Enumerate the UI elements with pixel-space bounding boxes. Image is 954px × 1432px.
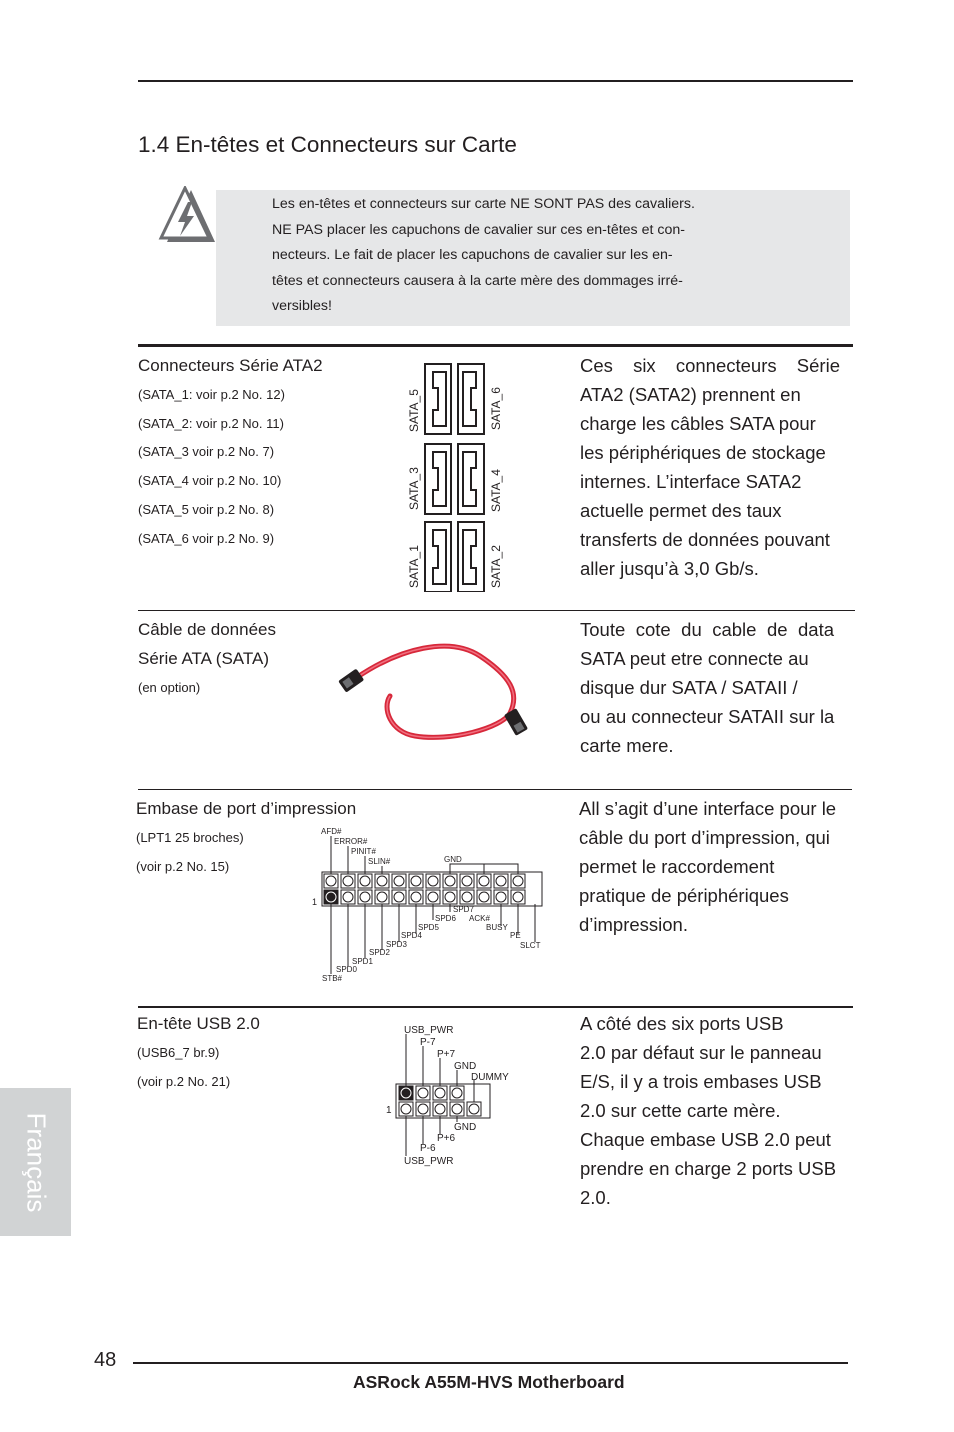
description-line: carte mere. <box>580 735 674 756</box>
language-tab-label-wrap <box>0 1088 71 1236</box>
pin-label: PINIT# <box>351 847 376 856</box>
usb-description <box>580 1009 836 1212</box>
sata-label: Connecteurs Série ATA2 <box>138 356 323 375</box>
description-line: les périphériques de stockage <box>580 442 826 463</box>
sata-connector-label: SATA_6 <box>489 387 503 430</box>
pin-label: ACK# <box>469 914 490 923</box>
pin-label: GND <box>454 1061 477 1072</box>
pin-label: SLIN# <box>368 857 391 866</box>
cable-description <box>580 615 834 760</box>
usb-label: En-tête USB 2.0 <box>137 1014 260 1033</box>
description-line: Toute cote du cable de data <box>580 619 834 640</box>
pin1-label: 1 <box>386 1105 392 1116</box>
description-line: ATA2 (SATA2) prennent en <box>580 384 801 405</box>
sata-connectors-diagram <box>400 360 510 592</box>
pin-label: SPD6 <box>435 914 456 923</box>
description-line: 2.0. <box>580 1187 611 1208</box>
section-title: 1.4 En-têtes et Connecteurs sur Carte <box>138 132 517 157</box>
warning-line: Les en-têtes et connecteurs sur carte NE SONT PAS des cavaliers. <box>272 196 695 212</box>
printer-header-diagram <box>310 824 550 984</box>
usb-ref: (USB6_7 br.9) <box>137 1045 220 1060</box>
description-line: d’impression. <box>579 914 688 935</box>
pin-label: DUMMY <box>471 1072 509 1083</box>
pin-label: SPD4 <box>401 931 422 940</box>
pin-label: SLCT <box>520 941 541 950</box>
description-line: E/S, il y a trois embases USB <box>580 1071 822 1092</box>
description-line: prendre en charge 2 ports USB <box>580 1158 837 1179</box>
description-line: disque dur SATA / SATAII / <box>580 677 798 698</box>
section-rule <box>138 1006 853 1008</box>
language-tab-label: Français <box>21 1112 52 1212</box>
page-number: 48 <box>94 1349 117 1371</box>
pin-label: USB_PWR <box>404 1025 454 1036</box>
warning-text <box>272 192 782 320</box>
description-line: A côté des six ports USB <box>580 1013 784 1034</box>
sata-ref: (SATA_5 voir p.2 No. 8) <box>138 502 275 517</box>
sata-description <box>580 351 840 583</box>
printer-ref: (voir p.2 No. 15) <box>136 859 230 874</box>
usb-ref: (voir p.2 No. 21) <box>137 1074 231 1089</box>
pin-label: SPD7 <box>453 905 474 914</box>
description-line: permet le raccordement <box>579 856 775 877</box>
pin-label: P+6 <box>437 1133 456 1144</box>
description-line: charge les câbles SATA pour <box>580 413 816 434</box>
sata-ref: (SATA_4 voir p.2 No. 10) <box>138 473 282 488</box>
usb-header-diagram <box>380 1022 520 1170</box>
pin-label: SPD0 <box>336 965 357 974</box>
section-rule <box>138 610 855 611</box>
printer-ref: (LPT1 25 broches) <box>136 830 244 845</box>
sata-connector-label: SATA_2 <box>489 545 503 588</box>
warning-line: têtes et connecteurs causera à la carte mère des dommages irré- <box>272 272 683 289</box>
sata-connector-label: SATA_5 <box>407 389 421 432</box>
warning-line: versibles! <box>272 298 332 314</box>
pin-label: BUSY <box>486 923 508 932</box>
description-line: Chaque embase USB 2.0 peut <box>580 1129 831 1150</box>
pin-label: ERROR# <box>334 837 368 846</box>
pin1-label: 1 <box>312 897 318 907</box>
pin-label: SPD5 <box>418 923 439 932</box>
printer-label: Embase de port d’impression <box>136 799 357 818</box>
printer-description <box>579 794 836 939</box>
pin-label: AFD# <box>321 827 342 836</box>
pin-label: P-7 <box>420 1037 436 1048</box>
sata-ref: (SATA_6 voir p.2 No. 9) <box>138 531 275 546</box>
cable-label-line: Câble de données <box>138 620 277 639</box>
sata-ref: (SATA_3 voir p.2 No. 7) <box>138 444 275 459</box>
cable-label-line: Série ATA (SATA) <box>138 649 269 668</box>
description-line: ou au connecteur SATAII sur la <box>580 706 835 727</box>
section-rule <box>138 789 852 790</box>
sata-ref: (SATA_2: voir p.2 No. 11) <box>138 416 284 431</box>
description-line: internes. L’interface SATA2 <box>580 471 802 492</box>
warning-line: NE PAS placer les capuchons de cavalier sur ces en-têtes et con- <box>272 221 685 238</box>
sata-cable-image <box>330 638 545 748</box>
cable-note: (en option) <box>138 680 201 695</box>
sata-connector-label: SATA_1 <box>407 545 421 588</box>
description-line: transferts de données pouvant <box>580 529 830 550</box>
warning-line: necteurs. Le fait de placer les capuchons de cavalier sur les en- <box>272 247 673 263</box>
top-rule <box>138 80 853 82</box>
sata-connector-label: SATA_3 <box>407 467 421 510</box>
warning-icon <box>155 186 219 248</box>
pin-label: SPD1 <box>352 957 373 966</box>
pin-label: STB# <box>322 974 343 983</box>
sata-connector-label: SATA_4 <box>489 469 503 512</box>
pin-label: P-6 <box>420 1143 436 1154</box>
pin-label: PE <box>510 931 521 940</box>
description-line: aller jusqu’à 3,0 Gb/s. <box>580 558 759 579</box>
section-rule <box>138 344 853 347</box>
pin-label: SPD2 <box>369 948 390 957</box>
description-line: câble du port d’impression, qui <box>579 827 830 848</box>
description-line: All s’agit d’une interface pour le <box>579 798 837 819</box>
footer-text: ASRock A55M-HVS Motherboard <box>353 1372 625 1392</box>
pin-label: SPD3 <box>386 940 407 949</box>
description-line: pratique de périphériques <box>579 885 789 906</box>
description-line: Ces six connecteurs Série <box>580 355 840 376</box>
pin-label: GND <box>444 855 462 864</box>
description-line: 2.0 sur cette carte mère. <box>580 1100 781 1121</box>
pin-label: GND <box>454 1122 477 1133</box>
sata-ref: (SATA_1: voir p.2 No. 12) <box>138 387 285 402</box>
pin-label: P+7 <box>437 1049 456 1060</box>
description-line: SATA peut etre connecte au <box>580 648 809 669</box>
pin-label: USB_PWR <box>404 1156 454 1167</box>
description-line: actuelle permet des taux <box>580 500 782 521</box>
footer-rule <box>133 1362 848 1364</box>
description-line: 2.0 par défaut sur le panneau <box>580 1042 822 1063</box>
